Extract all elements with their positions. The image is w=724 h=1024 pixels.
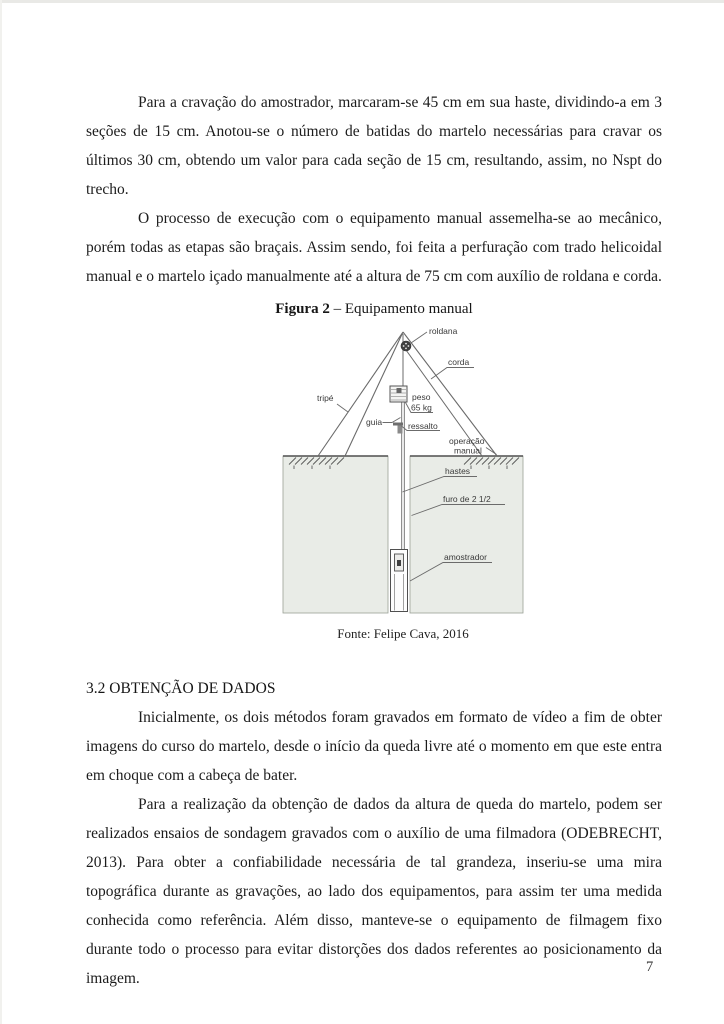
paragraph-processo: O processo de execução com o equipamento manual assemelha-se ao mecânico, porém todas as etapas são braçais. Assim sendo, foi feita a perfuração com trado helicoidal manual e o martelo içado manualmente até a altura de 75 cm com auxílio de roldana e corda. — [86, 210, 662, 285]
paragraph-cravacao: Para a cravação do amostrador, marcaram-se 45 cm em sua haste, dividindo-a em 3 seções de 15 cm. Anotou-se o número de batidas do martelo necessárias para cravar os últimos 30 cm, obtendo um valor para cada seção de 15 cm, resultando, assim, no Nspt do trecho. — [86, 94, 662, 198]
spt-equipment-diagram — [281, 322, 525, 620]
leader-line — [411, 332, 427, 343]
label-peso-line2: 65 kg — [411, 402, 432, 413]
figure-label-peso — [406, 392, 434, 413]
soil-block-left — [283, 456, 388, 613]
label-tripe: tripé — [317, 393, 334, 403]
scan-edge-left — [0, 0, 2, 1024]
figure-label-tripe — [317, 393, 348, 412]
label-corda: corda — [448, 357, 470, 367]
figure-source: Fonte: Felipe Cava, 2016 — [337, 626, 469, 641]
scan-edge-top — [0, 0, 724, 3]
label-hastes: hastes — [445, 466, 471, 476]
figure-caption — [86, 298, 662, 320]
leader-line — [337, 404, 348, 412]
label-operacao: operação — [449, 436, 485, 446]
figure-caption-title: – Equipamento manual — [329, 301, 473, 317]
sampler — [391, 550, 408, 612]
hammer-weight — [390, 386, 407, 402]
label-amostrador: amostrador — [444, 552, 487, 562]
label-peso-line1: peso — [412, 392, 431, 402]
paragraph-realizacao: Para a realização da obtenção de dados da altura de queda do martelo, podem ser realizados ensaios de sondagem gravados com o auxílio de uma filmadora (ODEBRECHT, 2013). Para obter a confiabilidade necessária de tal grandeza, inseriu-se uma mira topográfica durante as gravações, ao lado dos equipamentos, para assim ter uma medida conhecida como referência. Além disso, manteve-se o equipamento de filmagem fixo durante todo o processo para evitar distorções dos dados referentes ao posicionamento da imagem. — [86, 796, 662, 987]
anvil-collar — [393, 423, 403, 426]
page-number: 7 — [646, 959, 654, 975]
leader-line — [383, 418, 401, 423]
label-guia: guia — [366, 417, 383, 427]
figure-label-roldana — [411, 326, 458, 343]
paragraph-inicialmente: Inicialmente, os dois métodos foram gravados em formato de vídeo a fim de obter imagens do curso do martelo, desde o início da queda livre até o momento em que este entra em choque com a cabeça de bater. — [86, 709, 662, 784]
section-heading: 3.2 OBTENÇÃO DE DADOS — [86, 680, 276, 697]
label-manual: manual — [454, 445, 482, 456]
pulley — [401, 341, 411, 351]
page-content — [86, 88, 662, 993]
figure-caption-number: Figura 2 — [275, 301, 330, 317]
label-roldana: roldana — [429, 326, 458, 336]
figure-label-corda — [431, 357, 474, 379]
label-furo: furo de 2 1/2 — [443, 494, 491, 504]
figure-label-ressalto — [402, 421, 441, 431]
label-ressalto: ressalto — [408, 421, 438, 431]
figure-equipamento-manual — [281, 322, 525, 642]
soil-block-right — [410, 456, 523, 613]
